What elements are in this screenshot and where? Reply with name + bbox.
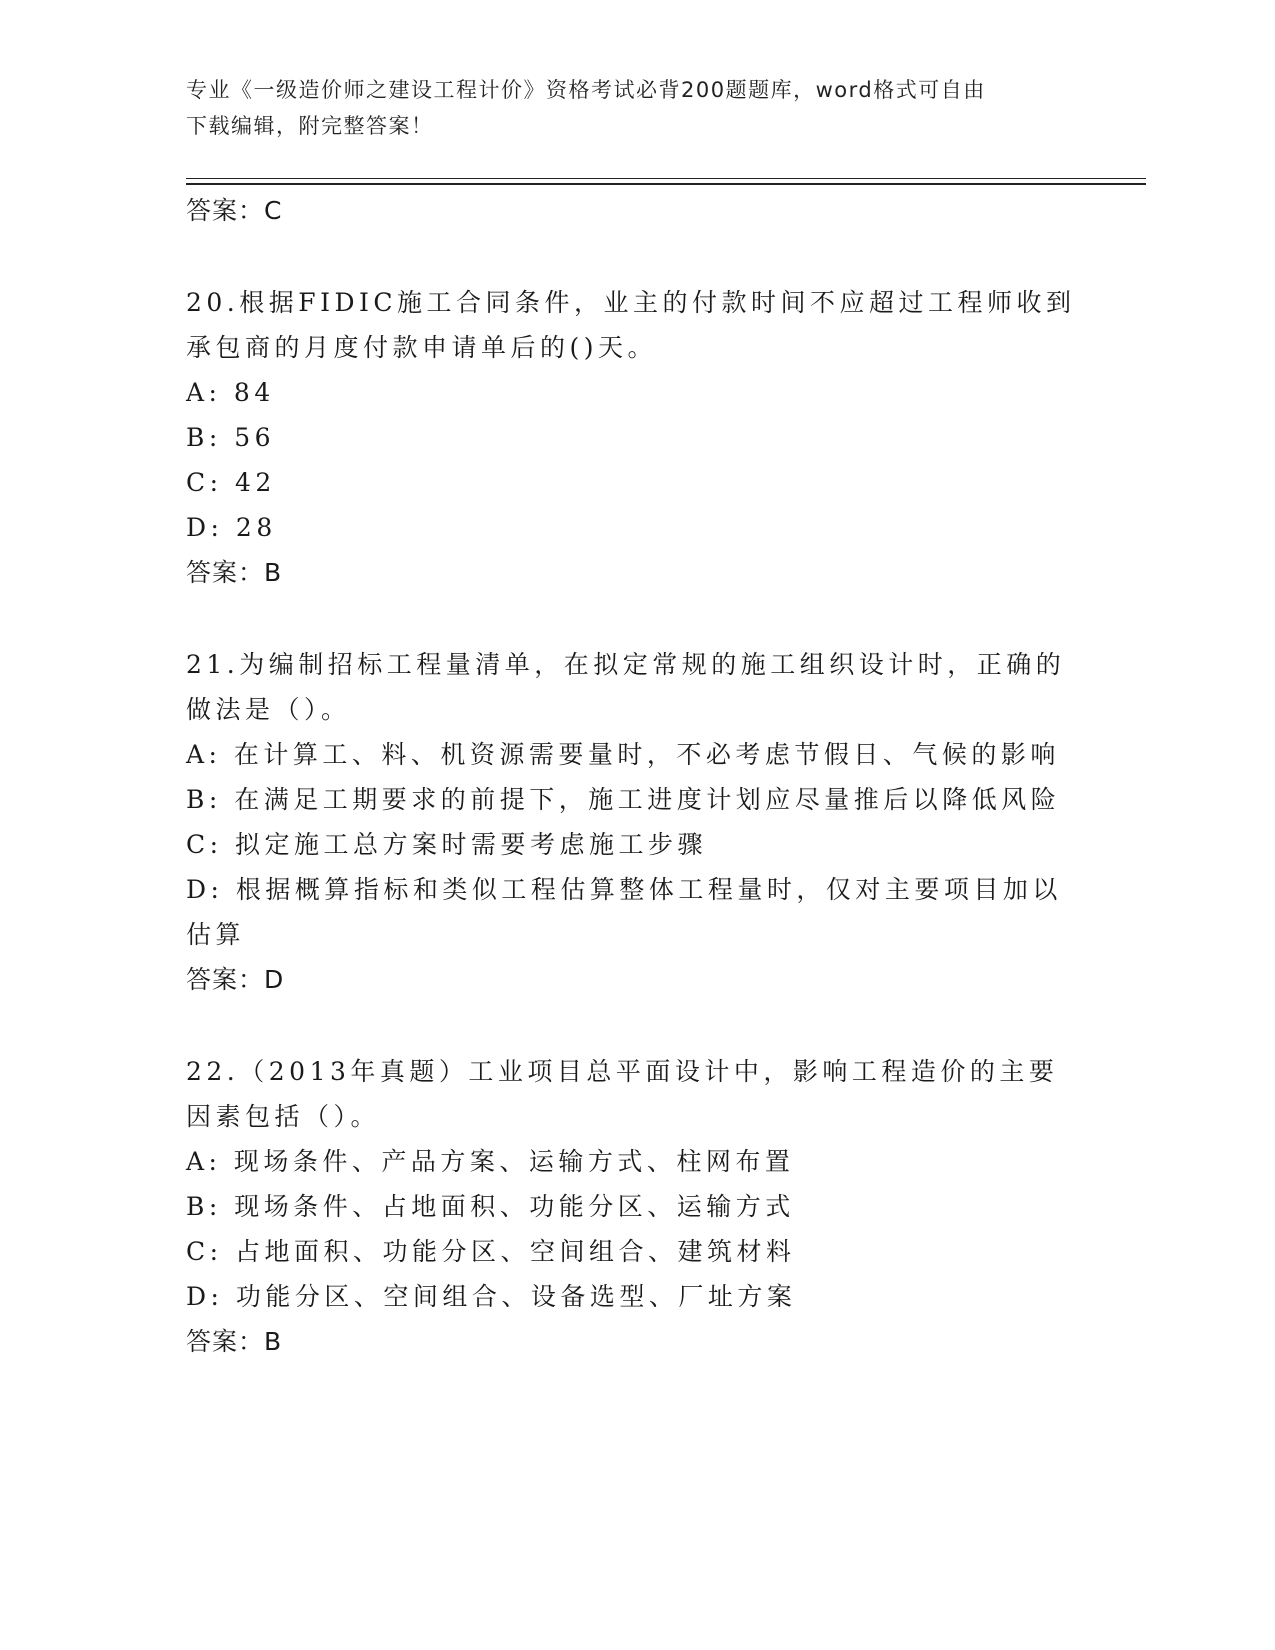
question-list <box>186 186 1086 1365</box>
question-text: 20.根据FIDIC施工合同条件，业主的付款时间不应超过工程师收到承包商的月度付款申请单后的()天。 <box>186 288 1076 362</box>
option-d: D: 根据概算指标和类似工程估算整体工程量时，仅对主要项目加以估算 <box>186 875 1062 949</box>
option-b: B: 在满足工期要求的前提下，施工进度计划应尽量推后以降低风险 <box>186 785 1061 814</box>
answer-line: 答案：D <box>186 965 285 994</box>
question-block-22 <box>186 1049 1086 1365</box>
answer-line: 答案：C <box>186 196 283 225</box>
option-a: A: 在计算工、料、机资源需要量时，不必考虑节假日、气候的影响 <box>186 740 1060 769</box>
header-line-1: 专业《一级造价师之建设工程计价》资格考试必背200题题库，word格式可自由 <box>186 78 986 102</box>
answer-line: 答案：B <box>186 1327 283 1356</box>
answer-line: 答案：B <box>186 558 283 587</box>
header-divider-thick <box>186 183 1146 185</box>
option-c: C: 42 <box>186 468 276 497</box>
option-c: C: 占地面积、功能分区、空间组合、建筑材料 <box>186 1237 796 1266</box>
option-c: C: 拟定施工总方案时需要考虑施工步骤 <box>186 830 707 859</box>
header-divider-thin <box>186 178 1146 179</box>
header-line-2: 下载编辑，附完整答案！ <box>186 114 434 138</box>
option-a: A: 现场条件、产品方案、运输方式、柱网布置 <box>186 1147 795 1176</box>
option-b: B: 现场条件、占地面积、功能分区、运输方式 <box>186 1192 795 1221</box>
option-d: D: 功能分区、空间组合、设备选型、厂址方案 <box>186 1282 797 1311</box>
option-d: D: 28 <box>186 513 277 542</box>
question-block-20 <box>186 280 1086 596</box>
question-text: 22.（2013年真题）工业项目总平面设计中，影响工程造价的主要因素包括（）。 <box>186 1057 1059 1131</box>
option-a: A: 84 <box>186 378 275 407</box>
question-block-21 <box>186 642 1086 1003</box>
question-text: 21.为编制招标工程量清单，在拟定常规的施工组织设计时，正确的做法是（）。 <box>186 650 1066 724</box>
option-b: B: 56 <box>186 423 276 452</box>
document-header <box>186 72 1086 144</box>
